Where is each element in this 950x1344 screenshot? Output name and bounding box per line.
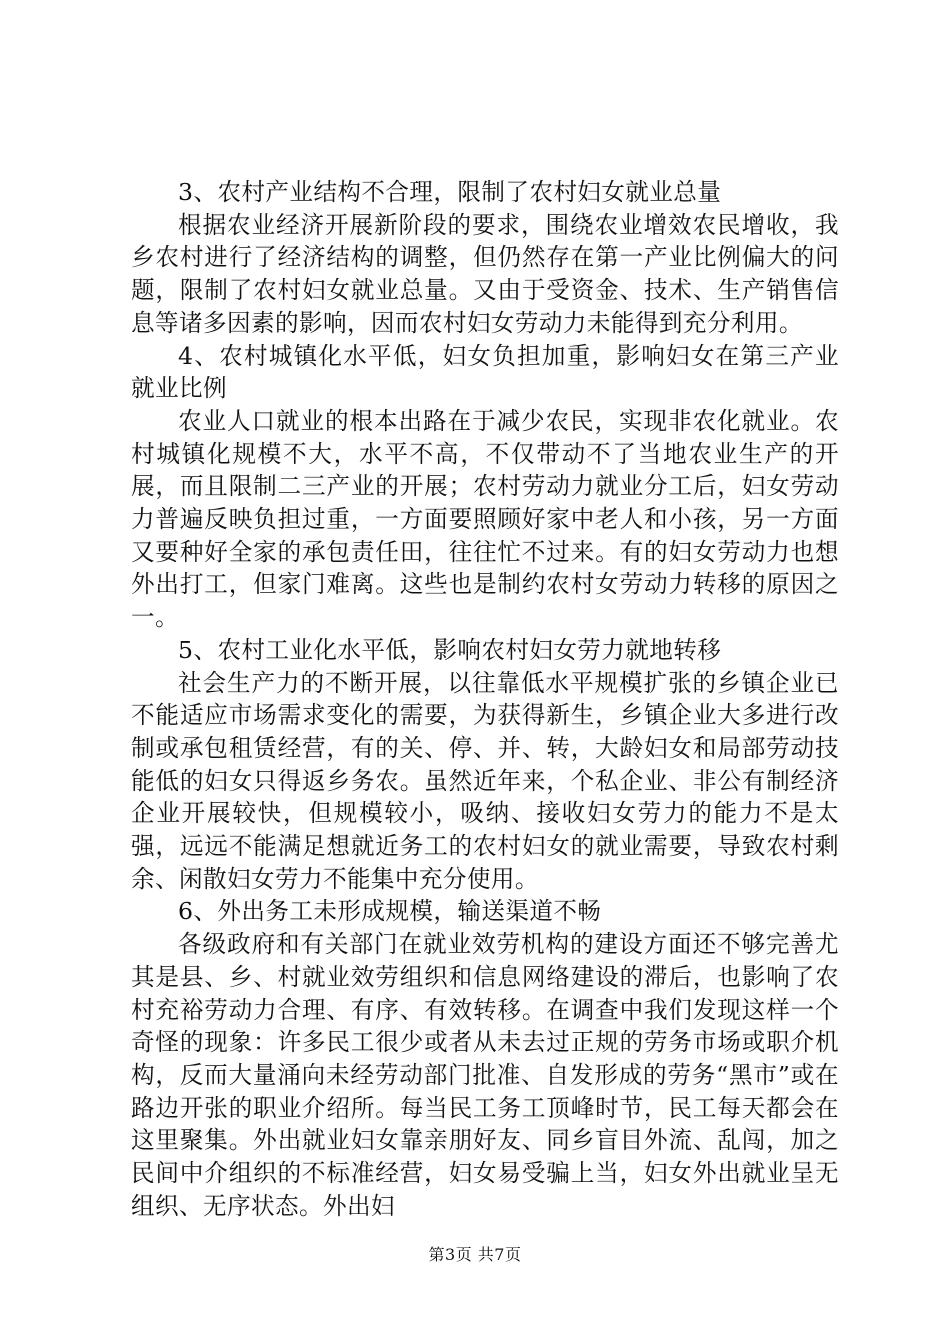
document-body	[131, 176, 839, 1223]
paragraph-industrialization: 社会生产力的不断开展，以往靠低水平规模扩张的乡镇企业已不能适应市场需求变化的需要，为获得新生，乡镇企业大多进行改制或承包租赁经营，有的关、停、并、转，大龄妇女和局部劳动技能低的妇女只得返乡务农。虽然近年来，个私企业、非公有制经济企业开展较快，但规模较小，吸纳、接收妇女劳力的能力不是太强，远远不能满足想就近务工的农村妇女的就业需要，导致农村剩余、闲散妇女劳力不能集中充分使用。	[131, 668, 839, 893]
page-number-footer: 第3页 共7页	[428, 1245, 522, 1264]
paragraph-industry-structure: 根据农业经济开展新阶段的要求，围绕农业增效农民增收，我乡农村进行了经济结构的调整，但仍然存在第一产业比例偏大的问题，限制了农村妇女就业总量。又由于受资金、技术、生产销售信息等诸多因素的影响，因而农村妇女劳动力未能得到充分利用。	[131, 210, 839, 337]
paragraph-migrant-work: 各级政府和有关部门在就业效劳机构的建设方面还不够完善尤其是县、乡、村就业效劳组织和信息网络建设的滞后，也影响了农村充裕劳动力合理、有序、有效转移。在调查中我们发现这样一个奇怪的现象：许多民工很少或者从未去过正规的劳务市场或职介机构，反而大量涌向未经劳动部门批准、自发形成的劳务“黑市”或在路边开张的职业介绍所。每当民工务工顶峰时节，民工每天都会在这里聚集。外出就业妇女靠亲朋好友、同乡盲目外流、乱闯，加之民间中介组织的不标准经营，妇女易受骗上当，妇女外出就业呈无组织、无序状态。外出妇	[131, 930, 839, 1220]
section-heading-5: 5、农村工业化水平低，影响农村妇女劳力就地转移	[178, 635, 722, 664]
section-heading-4: 4、农村城镇化水平低，妇女负担加重，影响妇女在第三产业就业比例	[131, 341, 839, 403]
section-heading-3: 3、农村产业结构不合理，限制了农村妇女就业总量	[178, 178, 722, 206]
paragraph-urbanization: 农业人口就业的根本出路在于减少农民，实现非农化就业。农村城镇化规模不大，水平不高，不仅带动不了当地农业生产的开展，而且限制二三产业的开展；农村劳动力就业分工后，妇女劳动力普遍反映负担过重，一方面要照顾好家中老人和小孩，另一方面又要种好全家的承包责任田，往往忙不过来。有的妇女劳动力也想外出打工，但家门难离。这些也是制约农村女劳动力转移的原因之一。	[131, 406, 839, 632]
section-heading-6: 6、外出务工未形成规模，输送渠道不畅	[178, 897, 602, 926]
